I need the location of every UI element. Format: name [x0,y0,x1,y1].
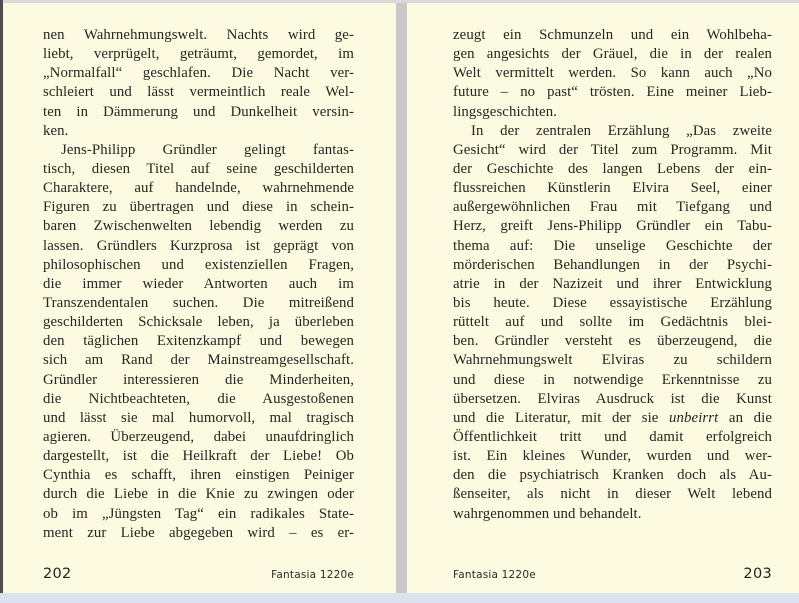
text-line: nen Wahrnehmungswelt. Nachts wird ge- [43,27,354,43]
text-line: baren Zwischenwelten lebendig werden zu [43,218,354,235]
text-line: bis heute. Diese essayistische Erzählung [453,294,772,311]
page-number-right: 203 [743,566,772,582]
text-line: dargestellt, ist die Heilkraft der Liebe! Ob [43,448,354,465]
text-line: Herz, greift Jens-Philipp Gründler ein Tabu- [453,218,772,235]
text-line: philosophischen und existenziellen Fragen, [43,256,354,273]
page-right-footer [453,566,772,582]
page-right-text [453,26,772,524]
text-line: und diese in notwendige Erkenntnisse zu [453,371,772,388]
text-line: ment zur Liebe abgegeben wird – es er- [43,524,354,541]
text-line: Welt vermittelt werden. So kann auch „No [453,65,772,82]
page-left [3,3,396,593]
text-line: Gesicht“ wird der Titel zum Programm. Mit [453,141,772,158]
text-line: außergewöhnlichen Frau mit Tiefgang und [453,199,772,216]
text-line: flussreichen Künstlerin Elvira Seel, einer [453,180,772,197]
text-line: liebt, verprügelt, geträumt, gemordet, im [43,46,354,63]
text-line: ist. Ein kleines Wunder, wurden und wer- [453,448,772,465]
text-line: „Normalfall“ geschlafen. Die Nacht ver- [43,65,354,82]
text-line: rüttelt auf und sollte im Gedächtnis blei- [453,314,772,331]
text-line: durch die Liebe in die Knie zu zwingen oder [43,486,354,503]
text-line: den täglichen Exitenzkampf und bewegen [43,333,354,350]
text-line: der Geschichte des langen Lebens der ein- [453,160,772,177]
text-line: und lässt sie mal humorvoll, mal tragisch [43,409,354,426]
text-line: wahrgenommen und behandelt. [453,505,642,522]
text-line: lassen. Gründlers Kurzprosa ist geprägt von [43,237,354,254]
page-gap [396,3,407,593]
text-line: ob im „Jüngsten Tag“ ein radikales State- [43,505,354,522]
text-line: Jens-Philipp Gründler gelingt fantas- [61,141,354,158]
text-line: Charaktere, auf handelnde, wahrnehmende [43,180,354,197]
text-line: Cynthia es schafft, ihren einstigen Peiniger [43,467,354,484]
page-number-left: 202 [43,566,72,582]
running-title-right: Fantasia 1220e [453,569,536,581]
text-line: thema auf: Die unselige Geschichte der [453,237,772,254]
page-right [407,3,799,593]
text-line: mörderischen Behandlungen in der Psychi- [453,256,772,273]
text-line: Figuren zu übertragen und diese in schein- [43,199,354,216]
text-line: atrie in der Nazizeit und ihrer Entwicklung [453,275,772,292]
text-line: und die Literatur, mit der sie unbeirrt an die [453,409,772,426]
bottom-strip [0,593,799,603]
text-line: zeugt ein Schmunzeln und ein Wohlbeha- [453,27,772,43]
text-line: agieren. Überzeugend, dabei unaufdringlich [43,428,354,445]
text-line: lingsgeschichten. [453,103,558,120]
text-line: Öffentlichkeit tritt und damit erfolgreich [453,428,772,445]
text-line: die Nichtbeachteten, die Ausgestoßenen [43,390,354,407]
text-line: schleiert und lässt vermeintlich reale Wel- [43,84,354,101]
text-line: ßenseiter, als nicht in dieser Welt lebend [453,486,772,503]
text-line: den die psychiatrisch Kranken doch als Au- [453,467,772,484]
text-line: übersetzen. Elviras Ausdruck ist die Kunst [453,390,772,407]
page-left-text [43,26,354,543]
page-left-footer [43,566,354,582]
text-line: Wahrnehmungswelt Elviras zu schildern [453,352,772,369]
text-line: tisch, diesen Titel auf seine geschilderten [43,160,354,177]
window-left-edge [0,0,3,594]
text-line: die immer wieder Antworten auch im [43,275,354,292]
running-title-left: Fantasia 1220e [271,569,354,581]
text-line: Transzendentalen suchen. Die mitreißend [43,294,354,311]
text-line: ken. [43,122,69,139]
top-border [0,0,799,3]
text-line: ten in Dämmerung und Dunkelheit versin- [43,103,354,120]
text-line: ben. Gründler versteht es überzeugend, die [453,333,772,350]
text-line: future – no past“ trösten. Eine meiner Lieb- [453,84,772,101]
text-line: Gründler interessieren die Minderheiten, [43,371,354,388]
text-line: geschilderten Schicksale leben, ja überleben [43,314,354,331]
text-line: In der zentralen Erzählung „Das zweite [471,122,772,139]
text-line: gen angesichts der Gräuel, die in der realen [453,46,772,63]
text-line: sich am Rand der Mainstreamgesellschaft. [43,352,354,369]
